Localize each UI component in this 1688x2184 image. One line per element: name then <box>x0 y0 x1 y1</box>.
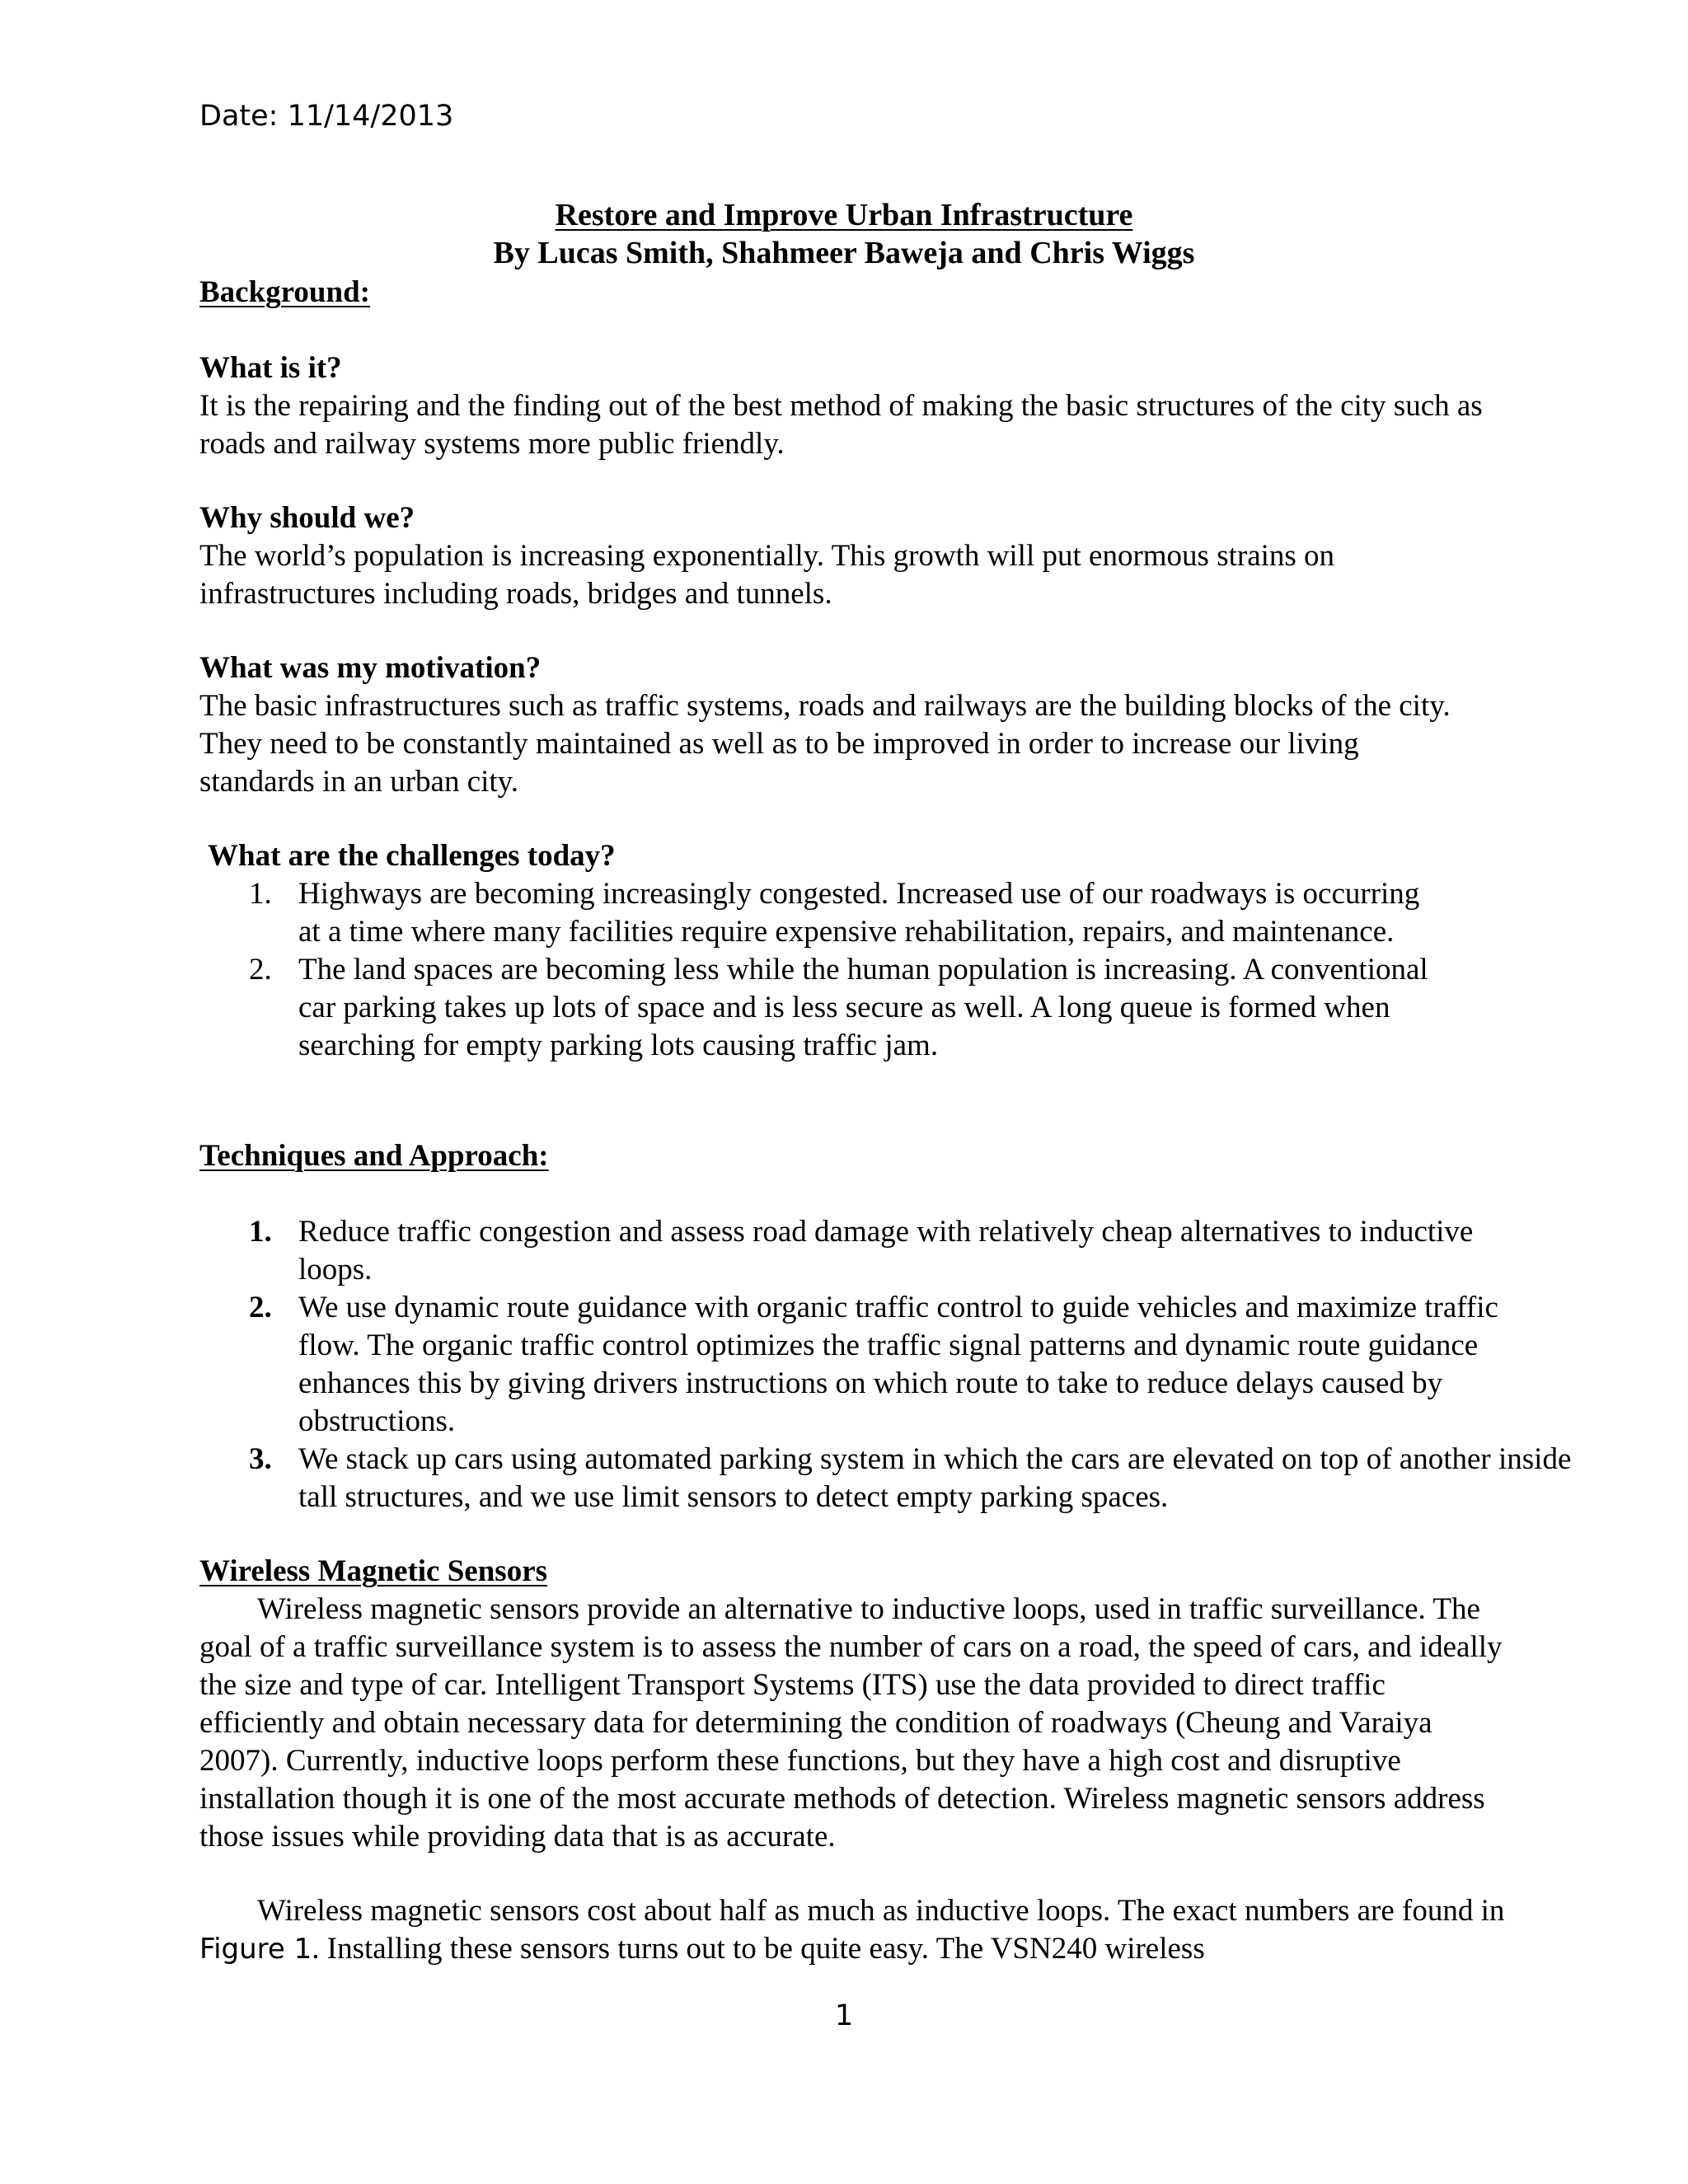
list-item <box>199 875 1436 951</box>
techniques-heading: Techniques and Approach: <box>199 1139 549 1173</box>
what-heading: What is it? <box>199 351 342 385</box>
what-text: It is the repairing and the finding out of the best method of making the basic structures of the city such as roads and railway systems more public friendly. <box>199 389 1483 461</box>
list-text: Highways are becoming increasingly congested. Increased use of our roadways is occurring at a time where many facilities require expensive rehabilitation, repairs, and maintenance. <box>298 877 1420 949</box>
why-text: The world’s population is increasing exponentially. This growth will put enormous strains on infrastructures including roads, bridges and tunnels. <box>199 539 1335 611</box>
wireless-heading: Wireless Magnetic Sensors <box>199 1554 548 1588</box>
motivation-text: The basic infrastructures such as traffic systems, roads and railways are the building blocks of the city. They need to be constantly maintained as well as to be improved in order to increase our living standards in an urban city. <box>199 689 1451 799</box>
challenges-list <box>199 875 1502 1065</box>
list-text: Reduce traffic congestion and assess road damage with relatively cheap alternatives to inductive loops. <box>298 1215 1474 1286</box>
document-date: Date: 11/14/2013 <box>199 100 454 133</box>
page-number: 1 <box>834 1999 854 2032</box>
list-item <box>199 1289 1518 1441</box>
challenges-heading: What are the challenges today? <box>208 839 616 873</box>
wireless-paragraph-1: Wireless magnetic sensors provide an alternative to inductive loops, used in traffic surveillance. The goal of a traffic surveillance system is to assess the number of cars on a road, the speed of cars, and ideally the size and type of car. Intelligent Transport Systems (ITS) use the data provided to direct traffic efficiently and obtain necessary data for determining the condition of roadways (Cheung and Varaiya 2007). Currently, inductive loops perform these functions, but they have a high cost and disruptive installation though it is one of the most accurate methods of detection. Wireless magnetic sensors address those issues while providing data that is as accurate. <box>199 1592 1503 1854</box>
list-item <box>199 1213 1535 1289</box>
document-title: Restore and Improve Urban Infrastructure <box>555 198 1133 232</box>
list-number: 1. <box>249 877 272 911</box>
motivation-heading: What was my motivation? <box>199 651 542 685</box>
paragraph-text: . Installing these sensors turns out to be quite easy. The VSN240 wireless <box>312 1932 1205 1966</box>
paragraph-text: Wireless magnetic sensors cost about half as much as inductive loops. The exact numbers are found in <box>257 1894 1505 1928</box>
why-heading: Why should we? <box>199 501 415 535</box>
list-item <box>199 1441 1584 1516</box>
figure-reference: Figure 1 <box>199 1933 312 1966</box>
techniques-list <box>199 1213 1572 1516</box>
list-item <box>199 951 1469 1065</box>
list-number: 2. <box>249 1291 272 1324</box>
title-block <box>0 196 1688 272</box>
wireless-paragraph-2 <box>199 1892 1506 1968</box>
list-number: 1. <box>249 1215 272 1249</box>
list-text: We stack up cars using automated parking system in which the cars are elevated on top of another inside tall structures, and we use limit sensors to detect empty parking spaces. <box>298 1442 1572 1514</box>
document-authors: By Lucas Smith, Shahmeer Baweja and Chris Wiggs <box>493 236 1195 270</box>
list-number: 3. <box>249 1442 272 1476</box>
list-text: The land spaces are becoming less while the human population is increasing. A conventional car parking takes up lots of space and is less secure as well. A long queue is formed when searching for empty parking lots causing traffic jam. <box>298 953 1428 1062</box>
background-heading: Background: <box>199 275 370 309</box>
list-number: 2. <box>249 953 272 987</box>
list-text: We use dynamic route guidance with organic traffic control to guide vehicles and maximize traffic flow. The organic traffic control optimizes the traffic signal patterns and dynamic route guidance enhances this by giving drivers instructions on which route to take to reduce delays caused by obstructions. <box>298 1291 1498 1438</box>
